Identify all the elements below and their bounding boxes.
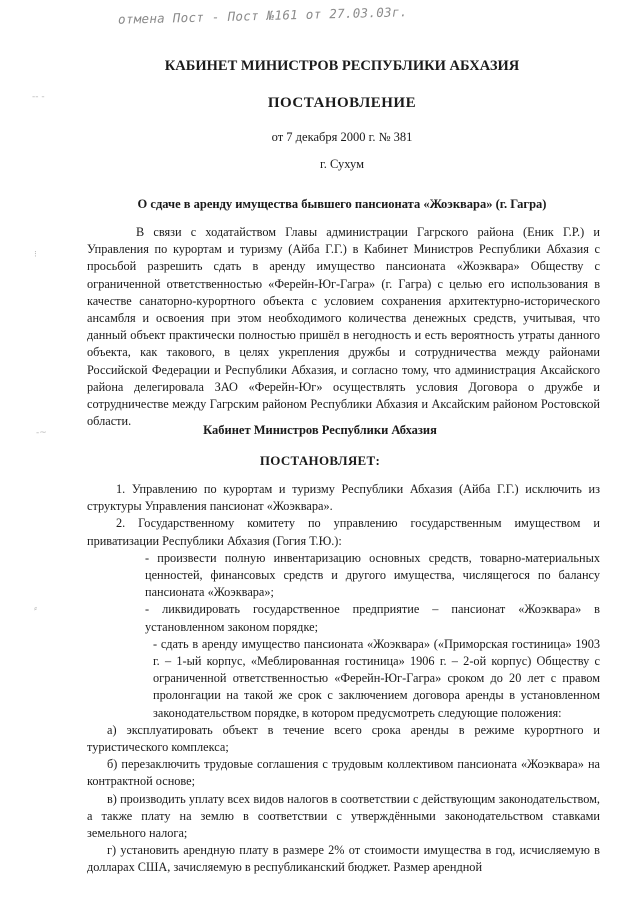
- city: г. Сухум: [319, 157, 364, 171]
- preamble-paragraph: В связи с ходатайством Главы администрации Гагрского района (Еник Г.Р.) и Управления по курортам и туризму (Айба Г.Г.) в Кабинет Министров Республики Абхазия с просьбой разрешить сдать в аренду имущество пансионата «Жоэквара» Обществу с ограниченной ответственностью «Ферейн-Юг-Гагра» (г. Гагра) с целью его использования в качестве санаторно-курортного объекта с условием сохранения архитектурно-исторического ансамбля и освоения при этом необходимого количества денежных средств, учитывая, что данный объект практически полностью пришёл в негодность и есть вероятность утраты данного объекта, как такового, в целях укрепления дружбы и сотрудничества между районами Российской Федерации и Республики Абхазия, и согласно тому, что администрация Аксайского района делегировала ЗАО «Ферейн-Юг» осуществлять условия Договора о дружбе и сотрудничестве между Гагрским районом Республики Абхазия и Аксайским районом Ростовской области.: [87, 225, 600, 429]
- item-1: 1. Управлению по курортам и туризму Республики Абхазия (Айба Г.Г.) исключить из структуры Управления пансионат «Жоэквара».: [87, 482, 600, 514]
- organization-title: КАБИНЕТ МИНИСТРОВ РЕСПУБЛИКИ АБХАЗИЯ: [164, 58, 520, 74]
- document-type-title: ПОСТАНОВЛЕНИЕ: [267, 95, 417, 111]
- subitem-lease: - сдать в аренду имущество пансионата «Жоэквара» («Приморская гостиница» 1903 г. – 1-ый корпус, «Меблированная гостиница» 1906 г. – 2-ой корпус) Обществу с ограниченной ответственностью «Ферейн-Юг-Гагра» сроком до 20 лет с правом пролонгации на такой же срок с заключением договора аренды в установленном законодательством порядке, в котором предусмотреть следующие положения:: [153, 636, 600, 720]
- decree-items: [87, 481, 600, 877]
- subitem-inventory: - произвести полную инвентаризацию основных средств, товарно-материальных ценностей, финансовых средств и другого имущества, числящегося по балансу пансионата «Жоэквара»;: [145, 550, 600, 600]
- scan-speck: ⁝: [34, 250, 37, 260]
- scan-speck: -- -: [32, 92, 45, 102]
- condition-a: а) эксплуатировать объект в течение всего срока аренды в режиме курортного и туристического комплекса;: [87, 722, 600, 755]
- date-and-number: от 7 декабря 2000 г. № 381: [271, 130, 413, 144]
- scan-speck: -~: [36, 428, 47, 438]
- handwritten-annotation: отмена Пост - Пост №161 от 27.03.03г.: [117, 4, 408, 27]
- condition-b: б) перезаключить трудовые соглашения с трудовым коллективом пансионата «Жоэквара» на контрактной основе;: [87, 757, 600, 789]
- item-2: 2. Государственному комитету по управлению государственным имуществом и приватизации Республики Абхазия (Гогия Т.Ю.):: [87, 516, 600, 548]
- scan-speck: ⸗: [34, 604, 37, 614]
- subject-heading: О сдаче в аренду имущества бывшего пансионата «Жоэквара» (г. Гагра): [137, 197, 547, 211]
- decree-heading: ПОСТАНОВЛЯЕТ:: [259, 453, 381, 468]
- preamble-block: [87, 224, 600, 430]
- subitem-liquidate: - ликвидировать государственное предприятие – пансионат «Жоэквара» в установленном законом порядке;: [145, 602, 600, 634]
- section-heading: Кабинет Министров Республики Абхазия: [203, 423, 437, 437]
- condition-v: в) производить уплату всех видов налогов в соответствии с действующим законодательством, а также плату на землю в соответствии с утверждёнными законодательством ставками земельного налога;: [87, 791, 600, 841]
- condition-g: г) установить арендную плату в размере 2% от стоимости имущества в год, исчисляемую в долларах США, зачисляемую в республиканский бюджет. Размер арендной: [87, 843, 600, 875]
